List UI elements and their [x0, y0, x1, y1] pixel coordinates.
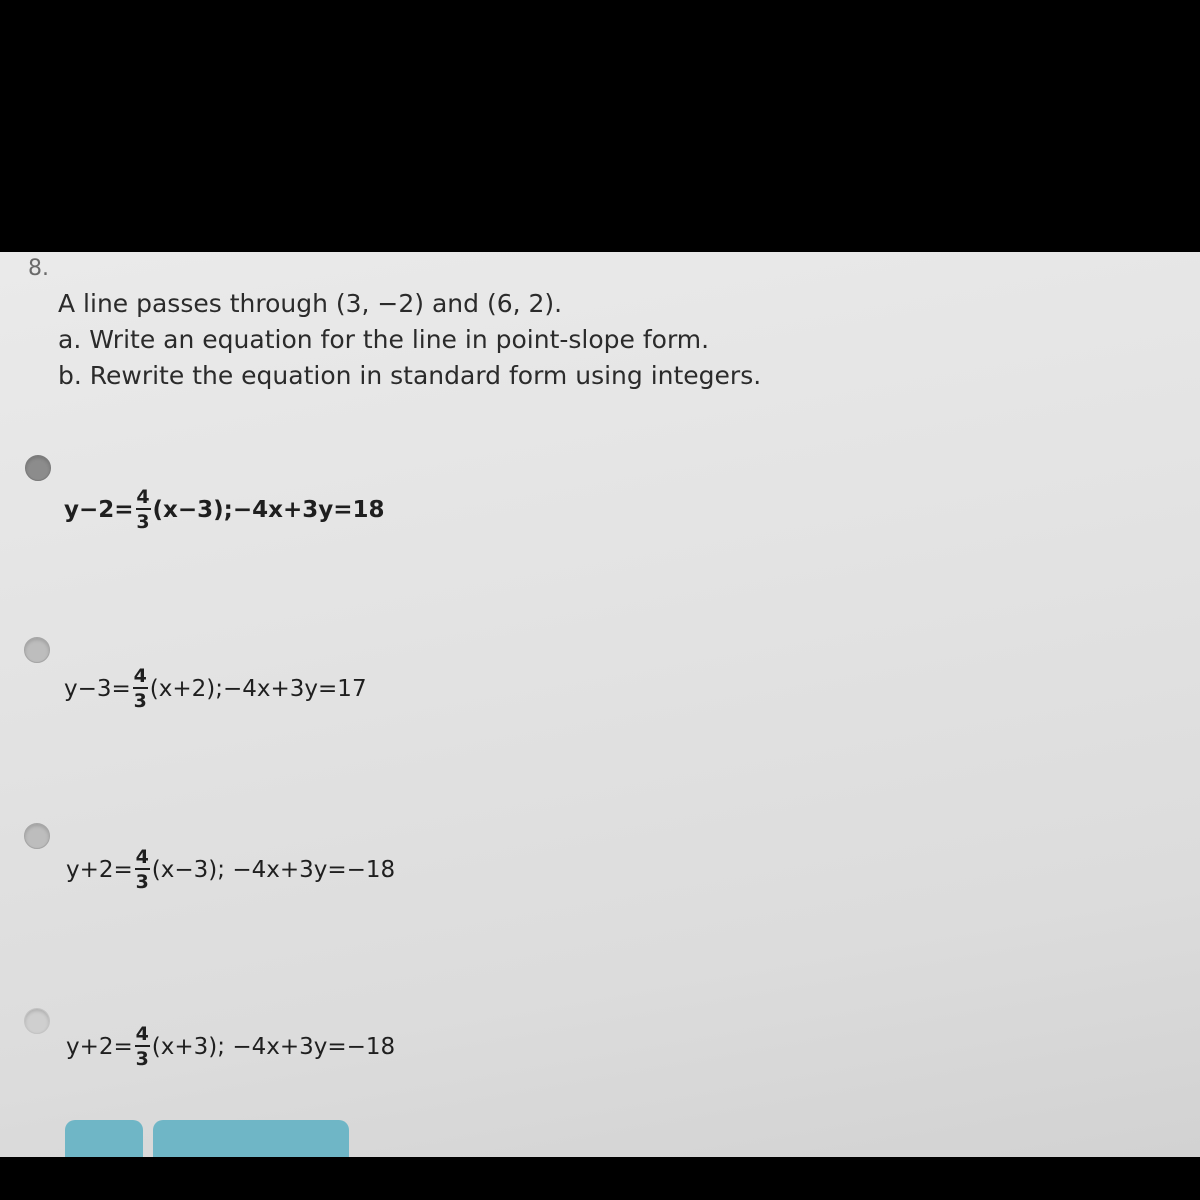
option-d-fraction [135, 1024, 150, 1069]
option-a-rhs: (x−3);−4x+3y=18 [152, 496, 385, 523]
option-d-equation[interactable] [66, 1024, 395, 1069]
fraction-numerator: 4 [133, 665, 147, 687]
option-c-equation[interactable] [66, 847, 395, 892]
quiz-screen [0, 252, 1200, 1157]
fraction-denominator: 3 [133, 690, 147, 712]
option-c-fraction [135, 847, 150, 892]
option-d-rhs: (x+3); −4x+3y=−18 [151, 1033, 396, 1060]
fraction-denominator: 3 [135, 871, 149, 893]
fraction-numerator: 4 [135, 846, 149, 868]
fraction-bar [133, 687, 148, 689]
question-prompt [58, 286, 761, 394]
prompt-line: A line passes through (3, −2) and (6, 2). [58, 289, 563, 318]
option-b-rhs: (x+2);−4x+3y=17 [149, 675, 367, 702]
submit-button[interactable] [153, 1120, 349, 1157]
option-b-lhs: y−3= [64, 675, 131, 702]
option-c-lhs: y+2= [66, 856, 133, 883]
prompt-line: b. Rewrite the equation in standard form using integers. [58, 361, 762, 390]
option-a-lhs: y−2= [64, 496, 134, 523]
prompt-line: a. Write an equation for the line in point-slope form. [58, 325, 710, 354]
option-c-radio[interactable] [24, 823, 50, 849]
question-number: 8. [28, 256, 49, 281]
option-b-fraction [133, 666, 148, 711]
fraction-denominator: 3 [135, 1048, 149, 1070]
fraction-denominator: 3 [136, 511, 150, 533]
fraction-numerator: 4 [136, 486, 150, 508]
option-a-radio[interactable] [25, 455, 51, 481]
option-a-fraction [136, 487, 151, 532]
option-d-radio[interactable] [24, 1008, 50, 1034]
fraction-bar [135, 1045, 150, 1047]
option-a-equation[interactable] [64, 487, 385, 532]
fraction-bar [136, 508, 151, 510]
option-b-equation[interactable] [64, 666, 367, 711]
fraction-bar [135, 868, 150, 870]
previous-button[interactable] [65, 1120, 143, 1157]
option-d-lhs: y+2= [66, 1033, 133, 1060]
option-c-rhs: (x−3); −4x+3y=−18 [151, 856, 396, 883]
option-b-radio[interactable] [24, 637, 50, 663]
fraction-numerator: 4 [135, 1023, 149, 1045]
